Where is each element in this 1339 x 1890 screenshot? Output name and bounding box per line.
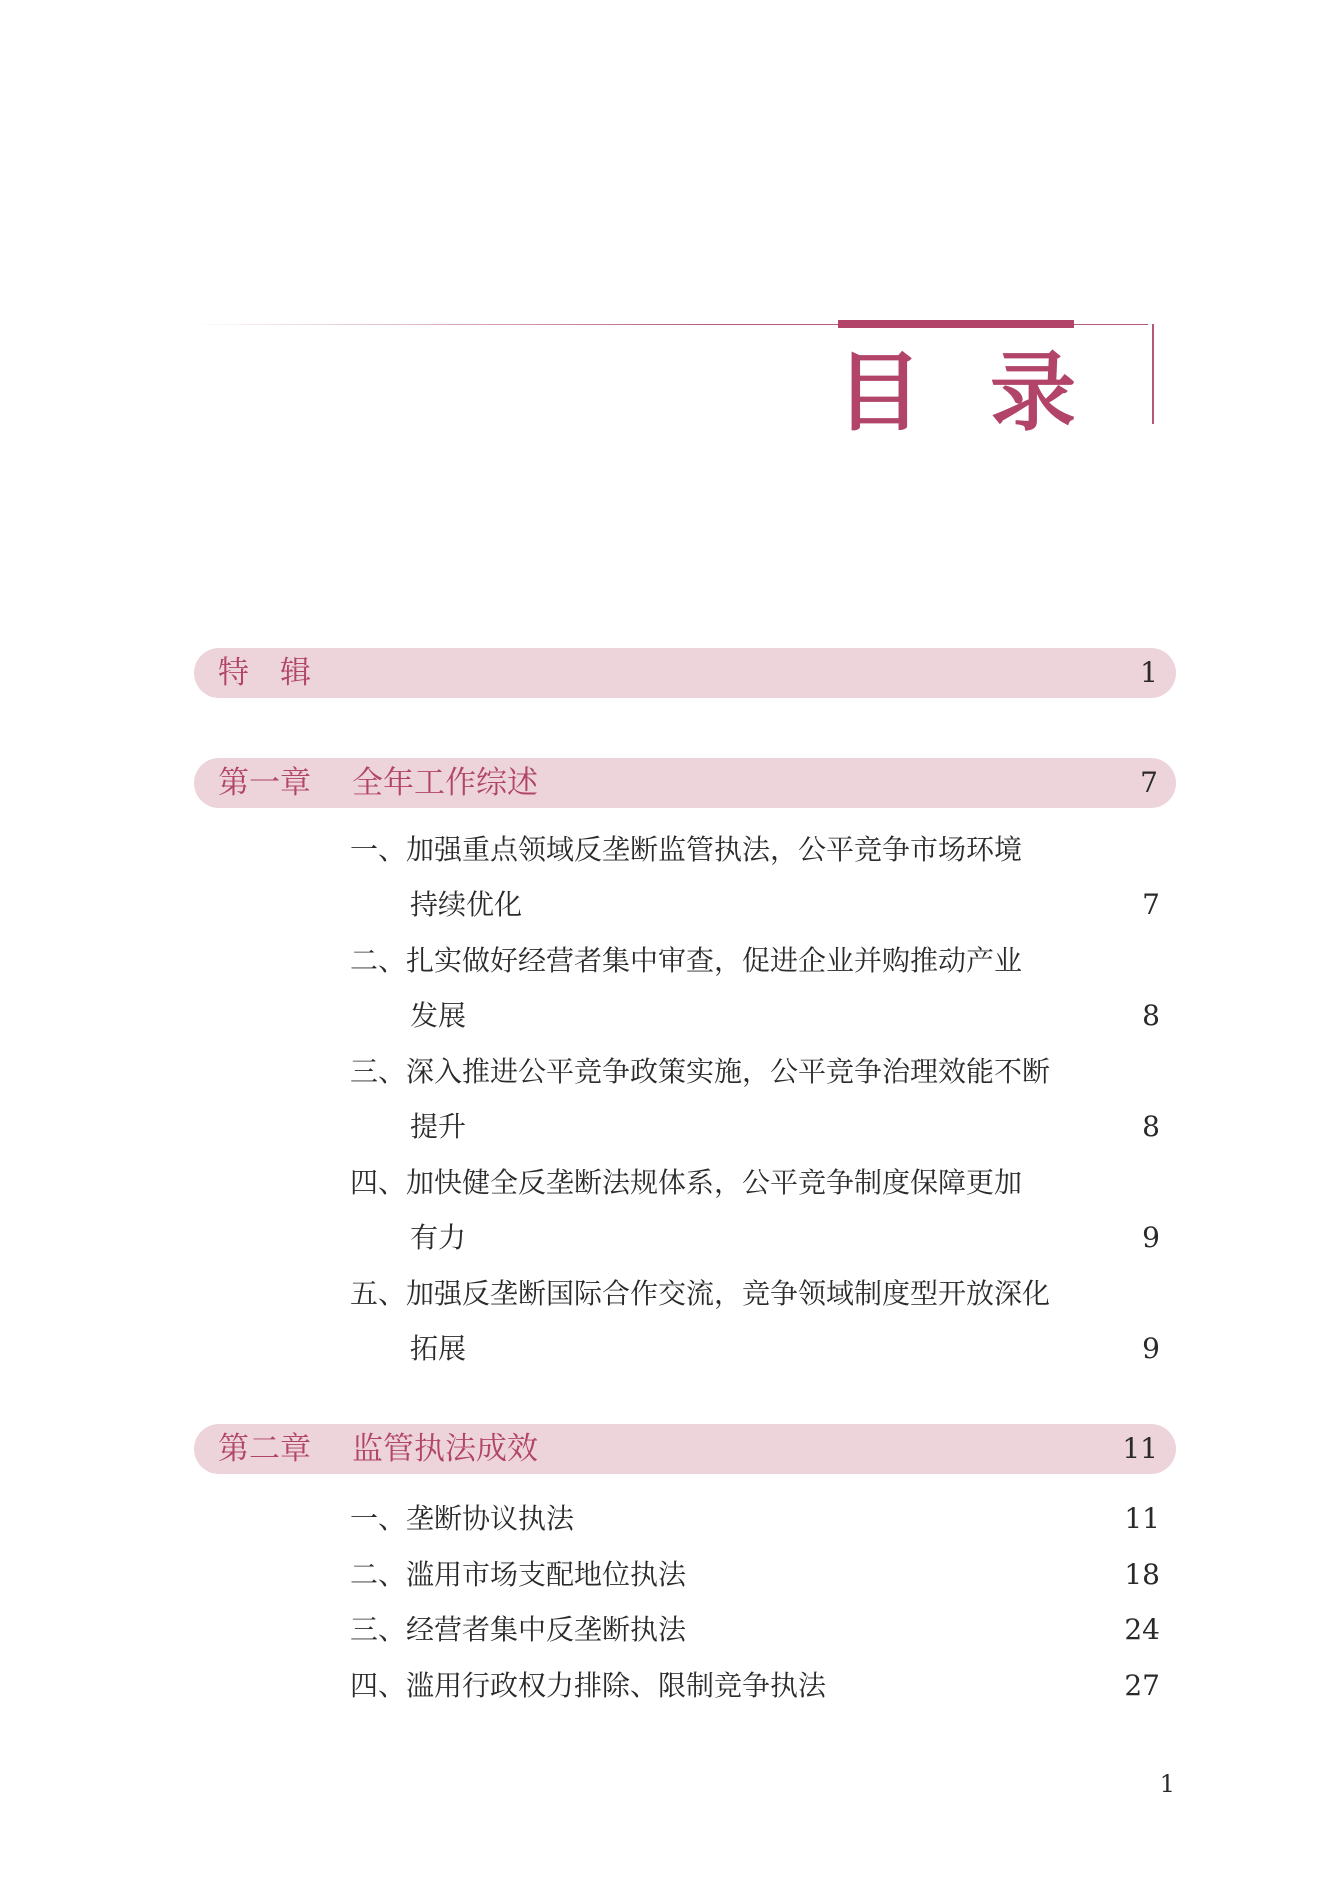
toc-entry-page: 11	[1124, 1502, 1160, 1535]
toc-chapter-1[interactable]	[194, 758, 1176, 808]
toc-entry-text: 二、滥用市场支配地位执法	[350, 1558, 687, 1591]
toc-entry[interactable]	[350, 1610, 1160, 1650]
toc-entry-text: 四、加快健全反垄断法规体系，公平竞争制度保障更加	[350, 1166, 1023, 1199]
toc-entry[interactable]	[350, 1163, 1160, 1257]
toc-section-special[interactable]	[194, 648, 1176, 698]
toc-chapter-2[interactable]	[194, 1424, 1176, 1474]
chapter-label	[218, 758, 538, 808]
chapter-label	[218, 1424, 538, 1474]
chapter-number: 第一章	[218, 765, 311, 801]
chapter-page-number: 7	[1140, 766, 1158, 799]
toc-entry[interactable]	[350, 1499, 1160, 1539]
toc-entry-page: 9	[1142, 1332, 1160, 1365]
toc-entry-page: 8	[1142, 1110, 1160, 1143]
toc-entry-text: 三、经营者集中反垄断执法	[350, 1613, 687, 1646]
toc-entry-page: 24	[1124, 1613, 1160, 1646]
toc-entry-text: 一、加强重点领域反垄断监管执法，公平竞争市场环境	[350, 833, 1023, 866]
toc-entry-text: 五、加强反垄断国际合作交流，竞争领域制度型开放深化	[350, 1277, 1051, 1310]
toc-entry[interactable]	[350, 1274, 1160, 1368]
toc-entry-text-cont: 发展	[410, 999, 467, 1032]
toc-entry-page: 9	[1142, 1221, 1160, 1254]
toc-entry-text: 四、滥用行政权力排除、限制竞争执法	[350, 1669, 827, 1702]
toc-entry[interactable]	[350, 1052, 1160, 1146]
toc-entry[interactable]	[350, 1666, 1160, 1706]
toc-entry-text-cont: 有力	[410, 1221, 467, 1254]
page-title-char: 录	[990, 343, 1076, 443]
toc-entry-text-cont: 提升	[410, 1110, 467, 1143]
chapter-page-number: 11	[1122, 1432, 1158, 1465]
header-accent-bar	[838, 320, 1074, 328]
chapter-number: 第二章	[218, 1431, 311, 1467]
toc-entry[interactable]	[350, 941, 1160, 1035]
toc-entry-text: 一、垄断协议执法	[350, 1502, 575, 1535]
toc-entry-page: 27	[1124, 1669, 1160, 1702]
toc-entry-text: 二、扎实做好经营者集中审查，促进企业并购推动产业	[350, 944, 1023, 977]
toc-entry[interactable]	[350, 1555, 1160, 1595]
toc-entry-text: 三、深入推进公平竞争政策实施，公平竞争治理效能不断	[350, 1055, 1051, 1088]
header-vertical-rule	[1152, 324, 1154, 424]
page-number: 1	[1159, 1770, 1175, 1798]
section-page-number: 1	[1140, 656, 1158, 689]
toc-entry-page: 18	[1124, 1558, 1160, 1591]
section-label: 特 辑	[218, 655, 311, 691]
toc-entry[interactable]	[350, 830, 1160, 924]
toc-entry-text-cont: 拓展	[410, 1332, 467, 1365]
toc-entry-text-cont: 持续优化	[410, 888, 523, 921]
chapter-title: 全年工作综述	[352, 765, 538, 801]
page-title	[836, 343, 1076, 443]
page-title-char: 目	[836, 343, 922, 443]
toc-entry-page: 8	[1142, 999, 1160, 1032]
chapter-title: 监管执法成效	[352, 1431, 538, 1467]
toc-entry-page: 7	[1142, 888, 1160, 921]
